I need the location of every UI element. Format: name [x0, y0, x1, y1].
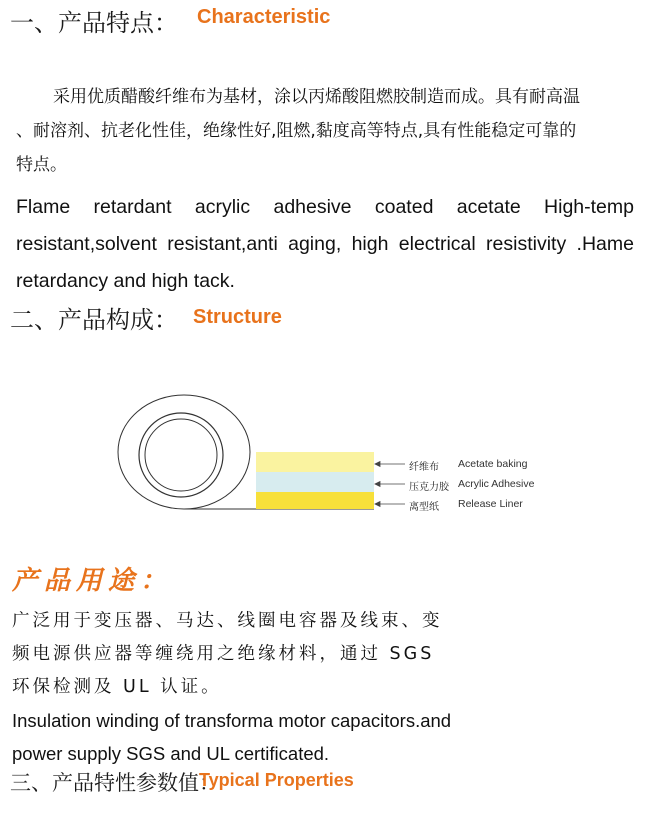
section3-heading-en: Typical Properties	[199, 770, 354, 790]
usage-cn-line3: 环保检测及 UL 认证。	[12, 677, 222, 697]
section1-heading-cn: 一、产品特点：	[10, 9, 178, 37]
usage-en-line1: Insulation winding of transforma motor capacitors.and	[12, 710, 452, 731]
usage-en-line2: power supply SGS and UL certificated.	[12, 743, 330, 764]
layer-label-en-3: Release Liner	[458, 498, 523, 510]
layer-label-cn-2: 压克力胶	[409, 482, 449, 493]
layer-liner	[256, 492, 374, 509]
desc-en-line2: resistant,solvent resistant,anti aging, high electrical resistivity .Hame	[16, 233, 634, 255]
layer-label-cn-1: 纤维布	[409, 462, 439, 473]
section3-heading	[10, 767, 220, 797]
layer-label-en-2: Acrylic Adhesive	[458, 478, 535, 490]
section1-heading-en: Characteristic	[197, 6, 331, 28]
layer-acetate	[256, 452, 374, 472]
section2-heading-cn: 二、产品构成：	[10, 306, 178, 334]
desc-en-line1: Flame retardant acrylic adhesive coated acetate High-temp	[16, 196, 634, 218]
section3-heading-cn: 三、产品特性参数值：	[10, 771, 220, 795]
section1-heading	[10, 3, 178, 38]
section2-heading-en: Structure	[193, 306, 282, 328]
usage-cn-line2: 频电源供应器等缠绕用之绝缘材料，通过 SGS	[12, 644, 435, 664]
layer-label-en-1: Acetate baking	[458, 458, 528, 470]
desc-cn-line1: 采用优质醋酸纤维布为基材，涂以丙烯酸阻燃胶制造而成。具有耐高温	[53, 87, 580, 107]
desc-en-line3: retardancy and high tack.	[16, 270, 235, 292]
usage-cn-line1: 广泛用于变压器、马达、线圈电容器及线束、变	[12, 611, 443, 631]
layer-label-cn-3: 离型纸	[409, 502, 439, 513]
layer-adhesive	[256, 472, 374, 492]
section2-heading	[10, 300, 178, 335]
structure-diagram	[0, 390, 666, 530]
usage-title: 产品用途：	[12, 566, 173, 596]
desc-cn-line3: 特点。	[16, 155, 67, 175]
desc-cn-line2: 、耐溶剂、抗老化性佳，绝缘性好,阻燃,黏度高等特点,具有性能稳定可靠的	[16, 121, 577, 141]
